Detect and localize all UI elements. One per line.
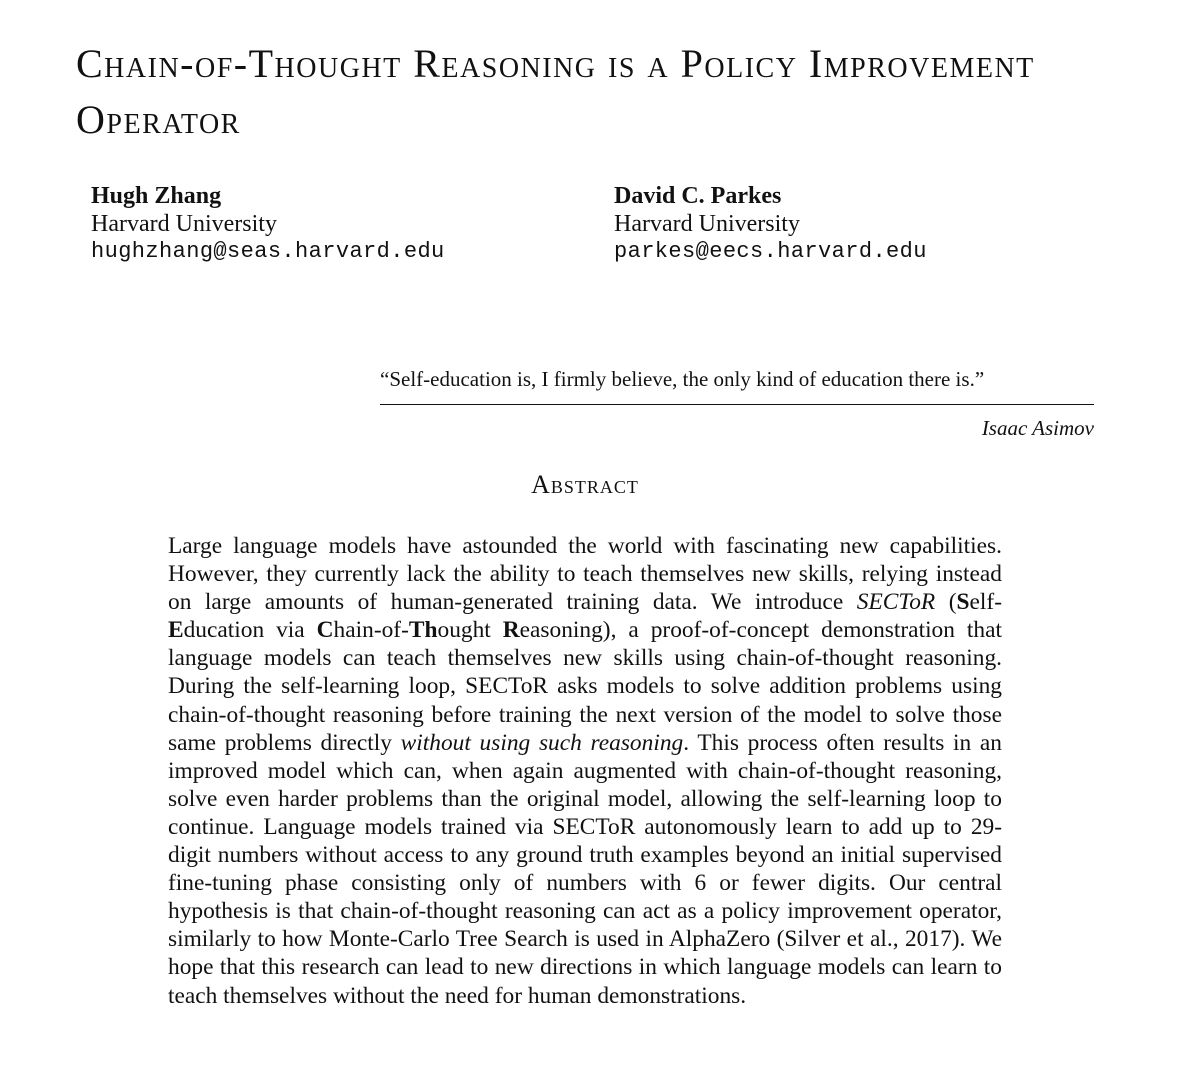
abstract-text: easoning), a proof-of-concept demonstration that language models can teach themselves new skills using chain-of-thought reasoning. During the self-learning loop, SECToR asks models to solve addition problems using chain-of-thought reasoning before training the next version of the model to solve those same problems directly bbox=[168, 617, 1002, 756]
abstract-text: Large language models have astounded the world with fascinating new capabilities. However, they currently lack the ability to teach themselves new skills, relying instead on large amounts of human-generated training data. We introduce bbox=[168, 533, 1002, 616]
abstract-text: . This process often results in an improved model which can, when again augmented with chain-of-thought reasoning, solve even harder problems than the original model, allowing the self-learning loop to continue. Language models trained via SECToR autonomously learn to add up to 29-digit numbers without access to any ground truth examples beyond an initial supervised fine-tuning phase consisting only of numbers with 6 or fewer digits. Our central hypothesis is that chain-of-thought reasoning can act as a policy improvement operator, similarly to how Monte-Carlo Tree Search is used in AlphaZero (Silver et al., 2017). We hope that this research can lead to new directions in which language models can learn to teach themselves without the need for human demonstrations. bbox=[168, 729, 1002, 1009]
author-email: parkes@eecs.harvard.edu bbox=[614, 239, 927, 264]
epigraph-attribution: Isaac Asimov bbox=[981, 416, 1094, 440]
abstract-text: ducation via bbox=[183, 617, 317, 644]
author-block-2 bbox=[614, 182, 927, 266]
author-affiliation: Harvard University bbox=[614, 211, 800, 237]
paper-title: Chain-of-Thought Reasoning is a Policy Improvement Operator bbox=[76, 41, 1035, 142]
abstract-text: ought bbox=[437, 617, 503, 644]
acronym-letter: E bbox=[168, 617, 184, 644]
epigraph-rule bbox=[380, 404, 1094, 405]
abstract-heading: Abstract bbox=[531, 470, 639, 499]
acronym-letter: S bbox=[956, 589, 970, 616]
author-block-1 bbox=[91, 182, 445, 266]
abstract-text: ( bbox=[935, 589, 957, 616]
abstract-text: elf- bbox=[969, 589, 1003, 616]
italic-phrase: without using such reasoning bbox=[400, 729, 684, 756]
sector-name-italic: SECToR bbox=[856, 589, 936, 616]
acronym-letter: R bbox=[502, 617, 520, 644]
author-name: David C. Parkes bbox=[614, 183, 782, 209]
abstract-text: hain-of- bbox=[333, 617, 409, 644]
acronym-letter: C bbox=[316, 617, 334, 644]
acronym-letter: Th bbox=[408, 617, 438, 644]
author-email: hughzhang@seas.harvard.edu bbox=[91, 239, 445, 264]
author-name: Hugh Zhang bbox=[91, 183, 222, 209]
epigraph bbox=[380, 364, 1094, 443]
abstract-body bbox=[168, 532, 1002, 1010]
epigraph-quote: “Self-education is, I firmly believe, the only kind of education there is.” bbox=[380, 367, 985, 391]
author-affiliation: Harvard University bbox=[91, 211, 277, 237]
